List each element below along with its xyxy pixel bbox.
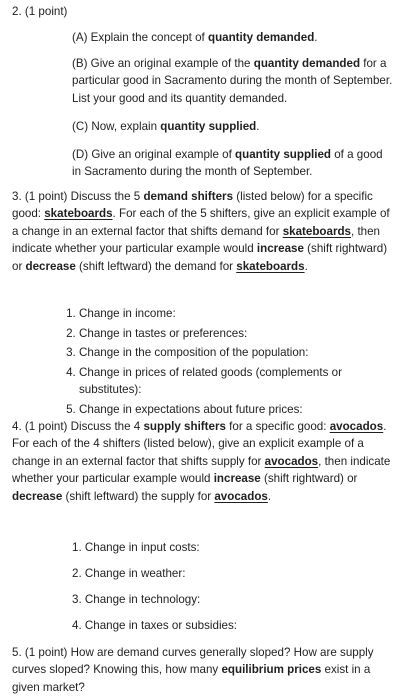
question-2d: (D) Give an original example of quantity supplied of a good in Sacramento during the month of September. bbox=[72, 148, 383, 179]
question-3-prompt: 3. (1 point) Discuss the 5 demand shifters (listed below) for a specific good: skateboards. For each of the 5 shifters, give an explicit example of a change in an external factor that shifts demand for skateboards, then indicate whether your particular example would increase (shift rightward) or decrease (shift leftward) the demand for skateboards. bbox=[12, 190, 390, 273]
list-item: 2. Change in tastes or preferences: bbox=[79, 325, 392, 342]
question-5-prompt: 5. (1 point) How are demand curves generally sloped? How are supply curves sloped? Knowing this, how many equilibrium prices exist in a given market? bbox=[12, 646, 374, 694]
question-4-prompt: 4. (1 point) Discuss the 4 supply shifters for a specific good: avocados. For each of the 4 shifters (listed below), give an explicit example of a change in an external factor that shifts supply for avocados, then indicate whether your particular example would increase (shift rightward) or decrease (shift leftward) the supply for avocados. bbox=[12, 420, 391, 503]
question-2b: (B) Give an original example of the quantity demanded for a particular good in Sacramento during the month of September. List your good and its quantity demanded. bbox=[72, 57, 393, 105]
list-item: 3. Change in the composition of the population: bbox=[79, 344, 392, 361]
list-item: 1. Change in income: bbox=[79, 305, 392, 322]
list-item: 3. Change in technology: bbox=[72, 593, 201, 606]
list-item: 4. Change in taxes or subsidies: bbox=[72, 619, 237, 632]
list-item: 1. Change in input costs: bbox=[72, 541, 200, 554]
list-item: 5. Change in expectations about future prices: bbox=[79, 401, 392, 418]
list-item: 4. Change in prices of related goods (complements or substitutes): bbox=[79, 364, 392, 399]
list-item: 2. Change in weather: bbox=[72, 567, 186, 580]
question-2c: (C) Now, explain quantity supplied. bbox=[72, 120, 260, 133]
question-2-heading: 2. (1 point) bbox=[12, 5, 68, 18]
demand-shifters-list bbox=[56, 305, 392, 420]
question-2a: (A) Explain the concept of quantity demanded. bbox=[72, 31, 318, 44]
